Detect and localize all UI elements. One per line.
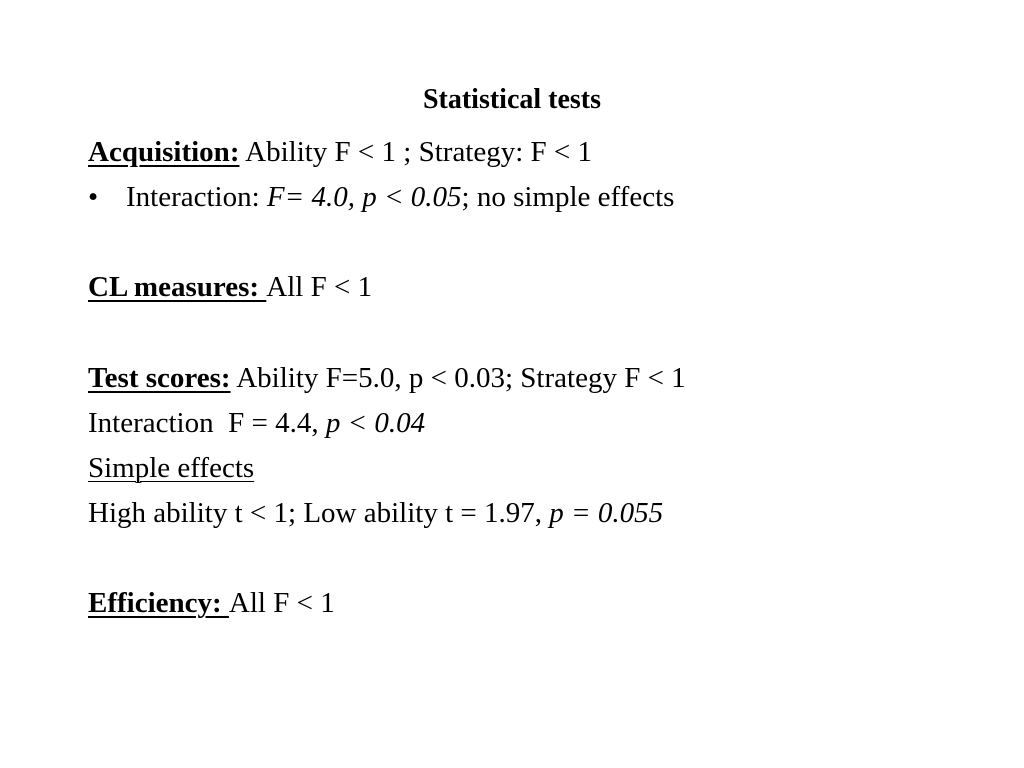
efficiency-text: All F < 1: [228, 587, 335, 619]
simple-effects-prefix: High ability t < 1; Low ability t = 1.97,: [88, 497, 550, 529]
acquisition-interaction-suffix: ; no simple effects: [461, 181, 675, 213]
cl-measures-line: [88, 269, 372, 305]
bullet-glyph: •: [88, 181, 99, 213]
acquisition-line: [88, 134, 592, 170]
efficiency-line: [88, 585, 335, 621]
acquisition-interaction-prefix: Interaction:: [126, 181, 267, 213]
test-scores-interaction-stats: p < 0.04: [325, 407, 426, 439]
simple-effects-line: [88, 495, 663, 531]
test-scores-label: Test scores:: [88, 362, 231, 394]
simple-effects-heading: Simple effects: [88, 452, 255, 484]
cl-measures-text: All F < 1: [266, 271, 373, 303]
acquisition-interaction-bullet: [88, 179, 674, 215]
acquisition-label: Acquisition:: [88, 136, 240, 168]
efficiency-label: Efficiency:: [88, 587, 229, 619]
acquisition-text: Ability F < 1 ; Strategy: F < 1: [239, 136, 593, 168]
acquisition-interaction-stats: F= 4.0, p < 0.05: [266, 181, 462, 213]
test-scores-interaction-prefix: Interaction F = 4.4,: [88, 407, 326, 439]
test-scores-interaction-line: [88, 405, 425, 441]
simple-effects-heading-line: [88, 450, 254, 486]
test-scores-text: Ability F=5.0, p < 0.03; Strategy F < 1: [230, 362, 686, 394]
slide-title: Statistical tests: [422, 84, 602, 115]
cl-measures-label: CL measures:: [88, 271, 267, 303]
test-scores-line: [88, 360, 686, 396]
simple-effects-stats: p = 0.055: [549, 497, 664, 529]
